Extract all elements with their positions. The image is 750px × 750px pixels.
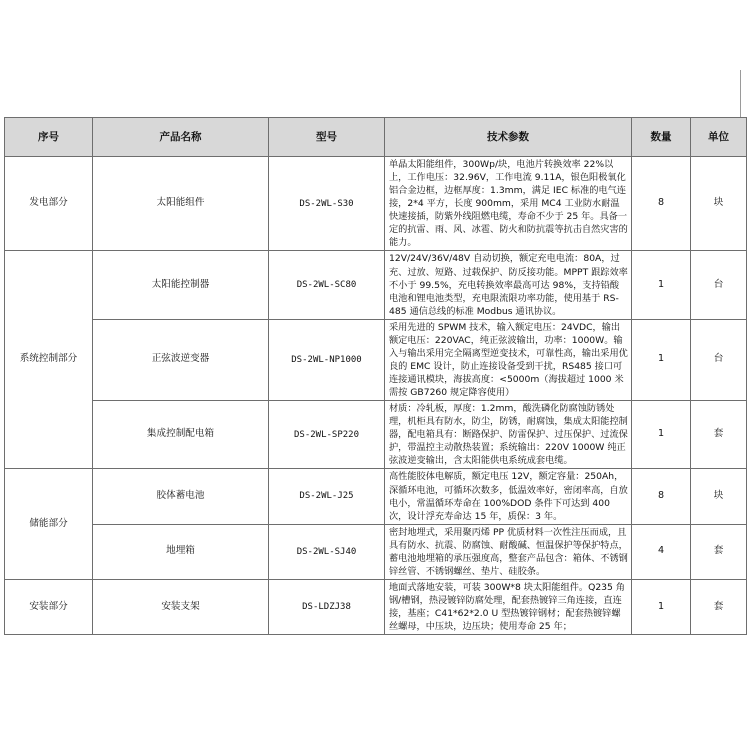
product-model: DS-2WL-J25 bbox=[269, 469, 385, 524]
product-params: 材质：冷轧板，厚度：1.2mm，酸洗磷化防腐蚀防锈处理，机柜具有防水，防尘，防锈，耐腐蚀，集成太阳能控制器，配电箱具有：断路保护、防雷保护、过压保护、过流保护，带温控主动散热装置；系统输出：220V 1000W 纯正弦波逆变输出，含太阳能供电系统成套电缆。 bbox=[385, 401, 632, 469]
product-unit: 套 bbox=[691, 579, 747, 634]
product-unit: 台 bbox=[691, 319, 747, 400]
product-qty: 8 bbox=[632, 469, 691, 524]
right-edge-line bbox=[740, 70, 741, 122]
product-name: 正弦波逆变器 bbox=[93, 319, 269, 400]
product-model: DS-2WL-NP1000 bbox=[269, 319, 385, 400]
product-model: DS-LDZJ38 bbox=[269, 579, 385, 634]
product-unit: 套 bbox=[691, 401, 747, 469]
product-params: 地面式落地安装，可装 300W*8 块太阳能组件。Q235 角钢/槽钢，热浸镀锌防腐处理，配套热镀锌三角连接，直连接，基座；C41*62*2.0 U 型热镀锌钢材；配套热镀锌螺丝螺母，中压块，边压块；使用寿命 25 年； bbox=[385, 579, 632, 634]
header-name: 产品名称 bbox=[93, 118, 269, 157]
product-model: DS-2WL-SJ40 bbox=[269, 524, 385, 579]
product-params: 高性能胶体电解质，额定电压 12V，额定容量：250Ah，深循环电池，可循环次数多，低温效率好，密闭率高，自放电小，常温循环寿命在 100%DOD 条件下可达到 400 次，设计浮充寿命达 15 年，质保：3 年。 bbox=[385, 469, 632, 524]
product-unit: 台 bbox=[691, 251, 747, 319]
header-qty: 数量 bbox=[632, 118, 691, 157]
product-unit: 块 bbox=[691, 469, 747, 524]
product-unit: 块 bbox=[691, 157, 747, 251]
product-name: 安装支架 bbox=[93, 579, 269, 634]
category-power: 发电部分 bbox=[5, 157, 93, 251]
product-qty: 1 bbox=[632, 401, 691, 469]
table-row bbox=[5, 401, 747, 469]
table-row bbox=[5, 319, 747, 400]
table-row bbox=[5, 579, 747, 634]
product-unit: 套 bbox=[691, 524, 747, 579]
product-model: DS-2WL-S30 bbox=[269, 157, 385, 251]
product-params: 单晶太阳能组件，300Wp/块，电池片转换效率 22%以上，工作电压：32.96V，工作电流 9.11A，银色阳极氧化铝合金边框，边框厚度：1.3mm，满足 IEC 标准的电气连接，2*4 平方，长度 900mm，采用 MC4 工业防水耐温快速接插，防紫外线阻燃电缆，寿命不少于 25 年。具备一定的抗雷、雨、风、冰雹、防火和防抗震等抗击自然灾害的能力。 bbox=[385, 157, 632, 251]
product-name: 太阳能组件 bbox=[93, 157, 269, 251]
product-params: 采用先进的 SPWM 技术，输入额定电压：24VDC，输出额定电压：220VAC，纯正弦波输出，功率：1000W。输入与输出采用完全隔离型逆变技术，可靠性高，输出采用优良的 EMC 设计，防止连接设备受到干扰，RS485 接口可连接通讯模块，海拔高度：<5000m（海拔超过 1000 米需按 GB7260 规定降容使用） bbox=[385, 319, 632, 400]
spec-table bbox=[4, 117, 747, 635]
product-model: DS-2WL-SP220 bbox=[269, 401, 385, 469]
header-seq: 序号 bbox=[5, 118, 93, 157]
table-row bbox=[5, 251, 747, 319]
product-name: 胶体蓄电池 bbox=[93, 469, 269, 524]
table-row bbox=[5, 157, 747, 251]
product-qty: 8 bbox=[632, 157, 691, 251]
product-qty: 4 bbox=[632, 524, 691, 579]
header-model: 型号 bbox=[269, 118, 385, 157]
category-storage: 储能部分 bbox=[5, 469, 93, 580]
product-name: 地埋箱 bbox=[93, 524, 269, 579]
category-install: 安装部分 bbox=[5, 579, 93, 634]
product-params: 密封地埋式，采用聚丙烯 PP 优质材料一次性注压而成，且具有防水、抗震、防腐蚀、耐酸碱、恒温保护等保护特点，蓄电池地埋箱的承压强度高，整套产品包含：箱体、不锈钢锌丝管、不锈钢螺丝、垫片、硅胶条。 bbox=[385, 524, 632, 579]
table-row bbox=[5, 524, 747, 579]
category-control: 系统控制部分 bbox=[5, 251, 93, 469]
product-qty: 1 bbox=[632, 579, 691, 634]
product-params: 12V/24V/36V/48V 自动切换，额定充电电流：80A，过充、过放、短路、过载保护、防反接功能。MPPT 跟踪效率不小于 99.5%，充电转换效率最高可达 98%，支持铅酸电池和锂电池类型，充电限流限功率功能，使用基于 RS-485 通信总线的标准 Modbus 通讯协议。 bbox=[385, 251, 632, 319]
header-params: 技术参数 bbox=[385, 118, 632, 157]
product-name: 太阳能控制器 bbox=[93, 251, 269, 319]
table-header-row bbox=[5, 118, 747, 157]
product-name: 集成控制配电箱 bbox=[93, 401, 269, 469]
product-qty: 1 bbox=[632, 319, 691, 400]
header-unit: 单位 bbox=[691, 118, 747, 157]
product-model: DS-2WL-SC80 bbox=[269, 251, 385, 319]
product-qty: 1 bbox=[632, 251, 691, 319]
table-row bbox=[5, 469, 747, 524]
